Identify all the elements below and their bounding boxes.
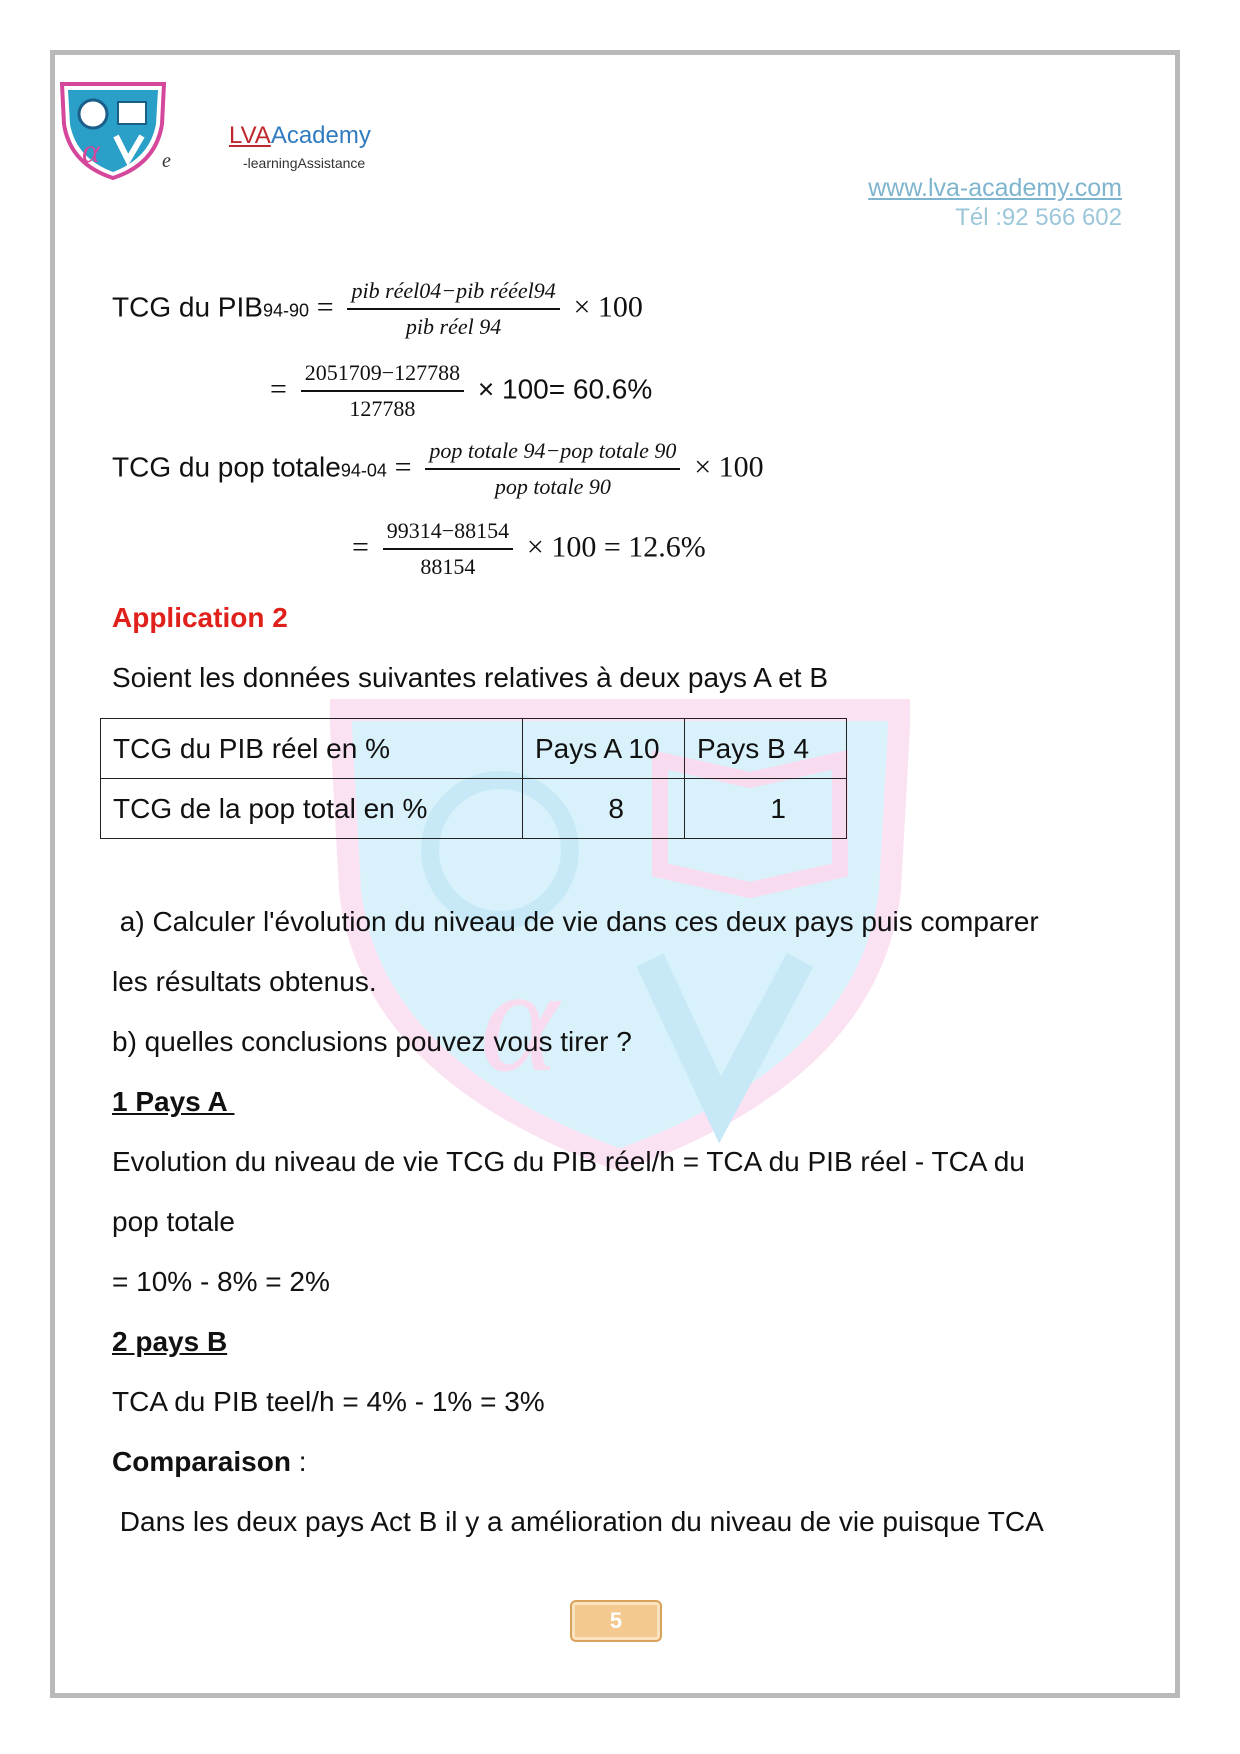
comparaison-heading (112, 1446, 307, 1478)
fraction (347, 278, 559, 340)
question-a-line-1: a) Calculer l'évolution du niveau de vie dans ces deux pays puis comparer (112, 906, 1039, 937)
formula-pop-calculation (352, 518, 706, 580)
comparaison-label: Comparaison (112, 1446, 291, 1477)
formula-label: TCG du PIB (112, 291, 263, 323)
formula-subscript: 94-90 (262, 300, 309, 321)
svg-text:α: α (480, 937, 559, 1103)
fraction (383, 518, 513, 580)
fraction (301, 360, 464, 422)
table-cell: TCG du PIB réel en % (101, 719, 523, 779)
result: × 100 = 12.6% (526, 530, 706, 564)
comparaison-colon: : (290, 1446, 307, 1477)
pays-a-heading: 1 Pays A (112, 1086, 235, 1117)
svg-text:α: α (82, 133, 100, 170)
brand-name: LVAAcademy (229, 122, 371, 149)
application-heading: Application 2 (112, 602, 288, 633)
denominator: pib réel 94 (405, 314, 502, 339)
denominator: pop totale 90 (494, 474, 611, 499)
question-b: b) quelles conclusions pouvez vous tirer ? (112, 1026, 632, 1057)
table-cell: 8 (523, 779, 685, 839)
website-link[interactable]: www.lva-academy.com (868, 174, 1122, 202)
pays-a-line-2: pop totale (112, 1206, 235, 1237)
formula-pib-calculation (270, 360, 652, 422)
equals-sign: = (394, 450, 412, 484)
times-hundred: × 100 (573, 290, 643, 324)
numerator: pop totale 94−pop totale 90 (425, 438, 680, 470)
phone-number: Tél :92 566 602 (955, 204, 1122, 231)
numerator: 99314−88154 (383, 518, 513, 550)
lva-academy-logo-icon (58, 80, 168, 180)
numerator: 2051709−127788 (301, 360, 464, 392)
formula-label: TCG du pop totale (112, 451, 341, 483)
pays-b-line: TCA du PIB teel/h = 4% - 1% = 3% (112, 1386, 545, 1417)
result: × 100= 60.6% (477, 373, 653, 405)
table-cell: Pays B 4 (685, 719, 847, 779)
pays-a-line-1: Evolution du niveau de vie TCG du PIB réel/h = TCA du PIB réel - TCA du (112, 1146, 1025, 1177)
brand-e-letter: e (162, 150, 171, 172)
formula-subscript: 94-04 (340, 460, 387, 481)
equals-sign: = (270, 372, 287, 406)
pays-a-result: = 10% - 8% = 2% (112, 1266, 330, 1297)
times-hundred: × 100 (694, 450, 764, 484)
formula-tcg-pib (112, 278, 643, 340)
brand-tagline: -learningAssistance (243, 155, 366, 171)
pays-b-heading: 2 pays B (112, 1326, 228, 1357)
table-cell: Pays A 10 (523, 719, 685, 779)
equals-sign: = (352, 530, 369, 564)
data-table (100, 718, 847, 839)
formula-tcg-pop (112, 438, 764, 500)
numerator: pib réel04−pib rééel94 (347, 278, 559, 310)
question-a-line-2: les résultats obtenus. (112, 966, 377, 997)
application-intro: Soient les données suivantes relatives à deux pays A et B (112, 662, 829, 693)
fraction (425, 438, 680, 500)
table-cell: TCG de la pop total en % (101, 779, 523, 839)
comparaison-text: Dans les deux pays Act B il y a amélioration du niveau de vie puisque TCA (112, 1506, 1044, 1537)
table-row (101, 779, 847, 839)
table-row (101, 719, 847, 779)
table-cell: 1 (685, 779, 847, 839)
equals-sign: = (316, 290, 334, 324)
page-number-badge: 5 (570, 1600, 662, 1642)
denominator: 88154 (420, 554, 476, 579)
denominator: 127788 (349, 396, 416, 421)
